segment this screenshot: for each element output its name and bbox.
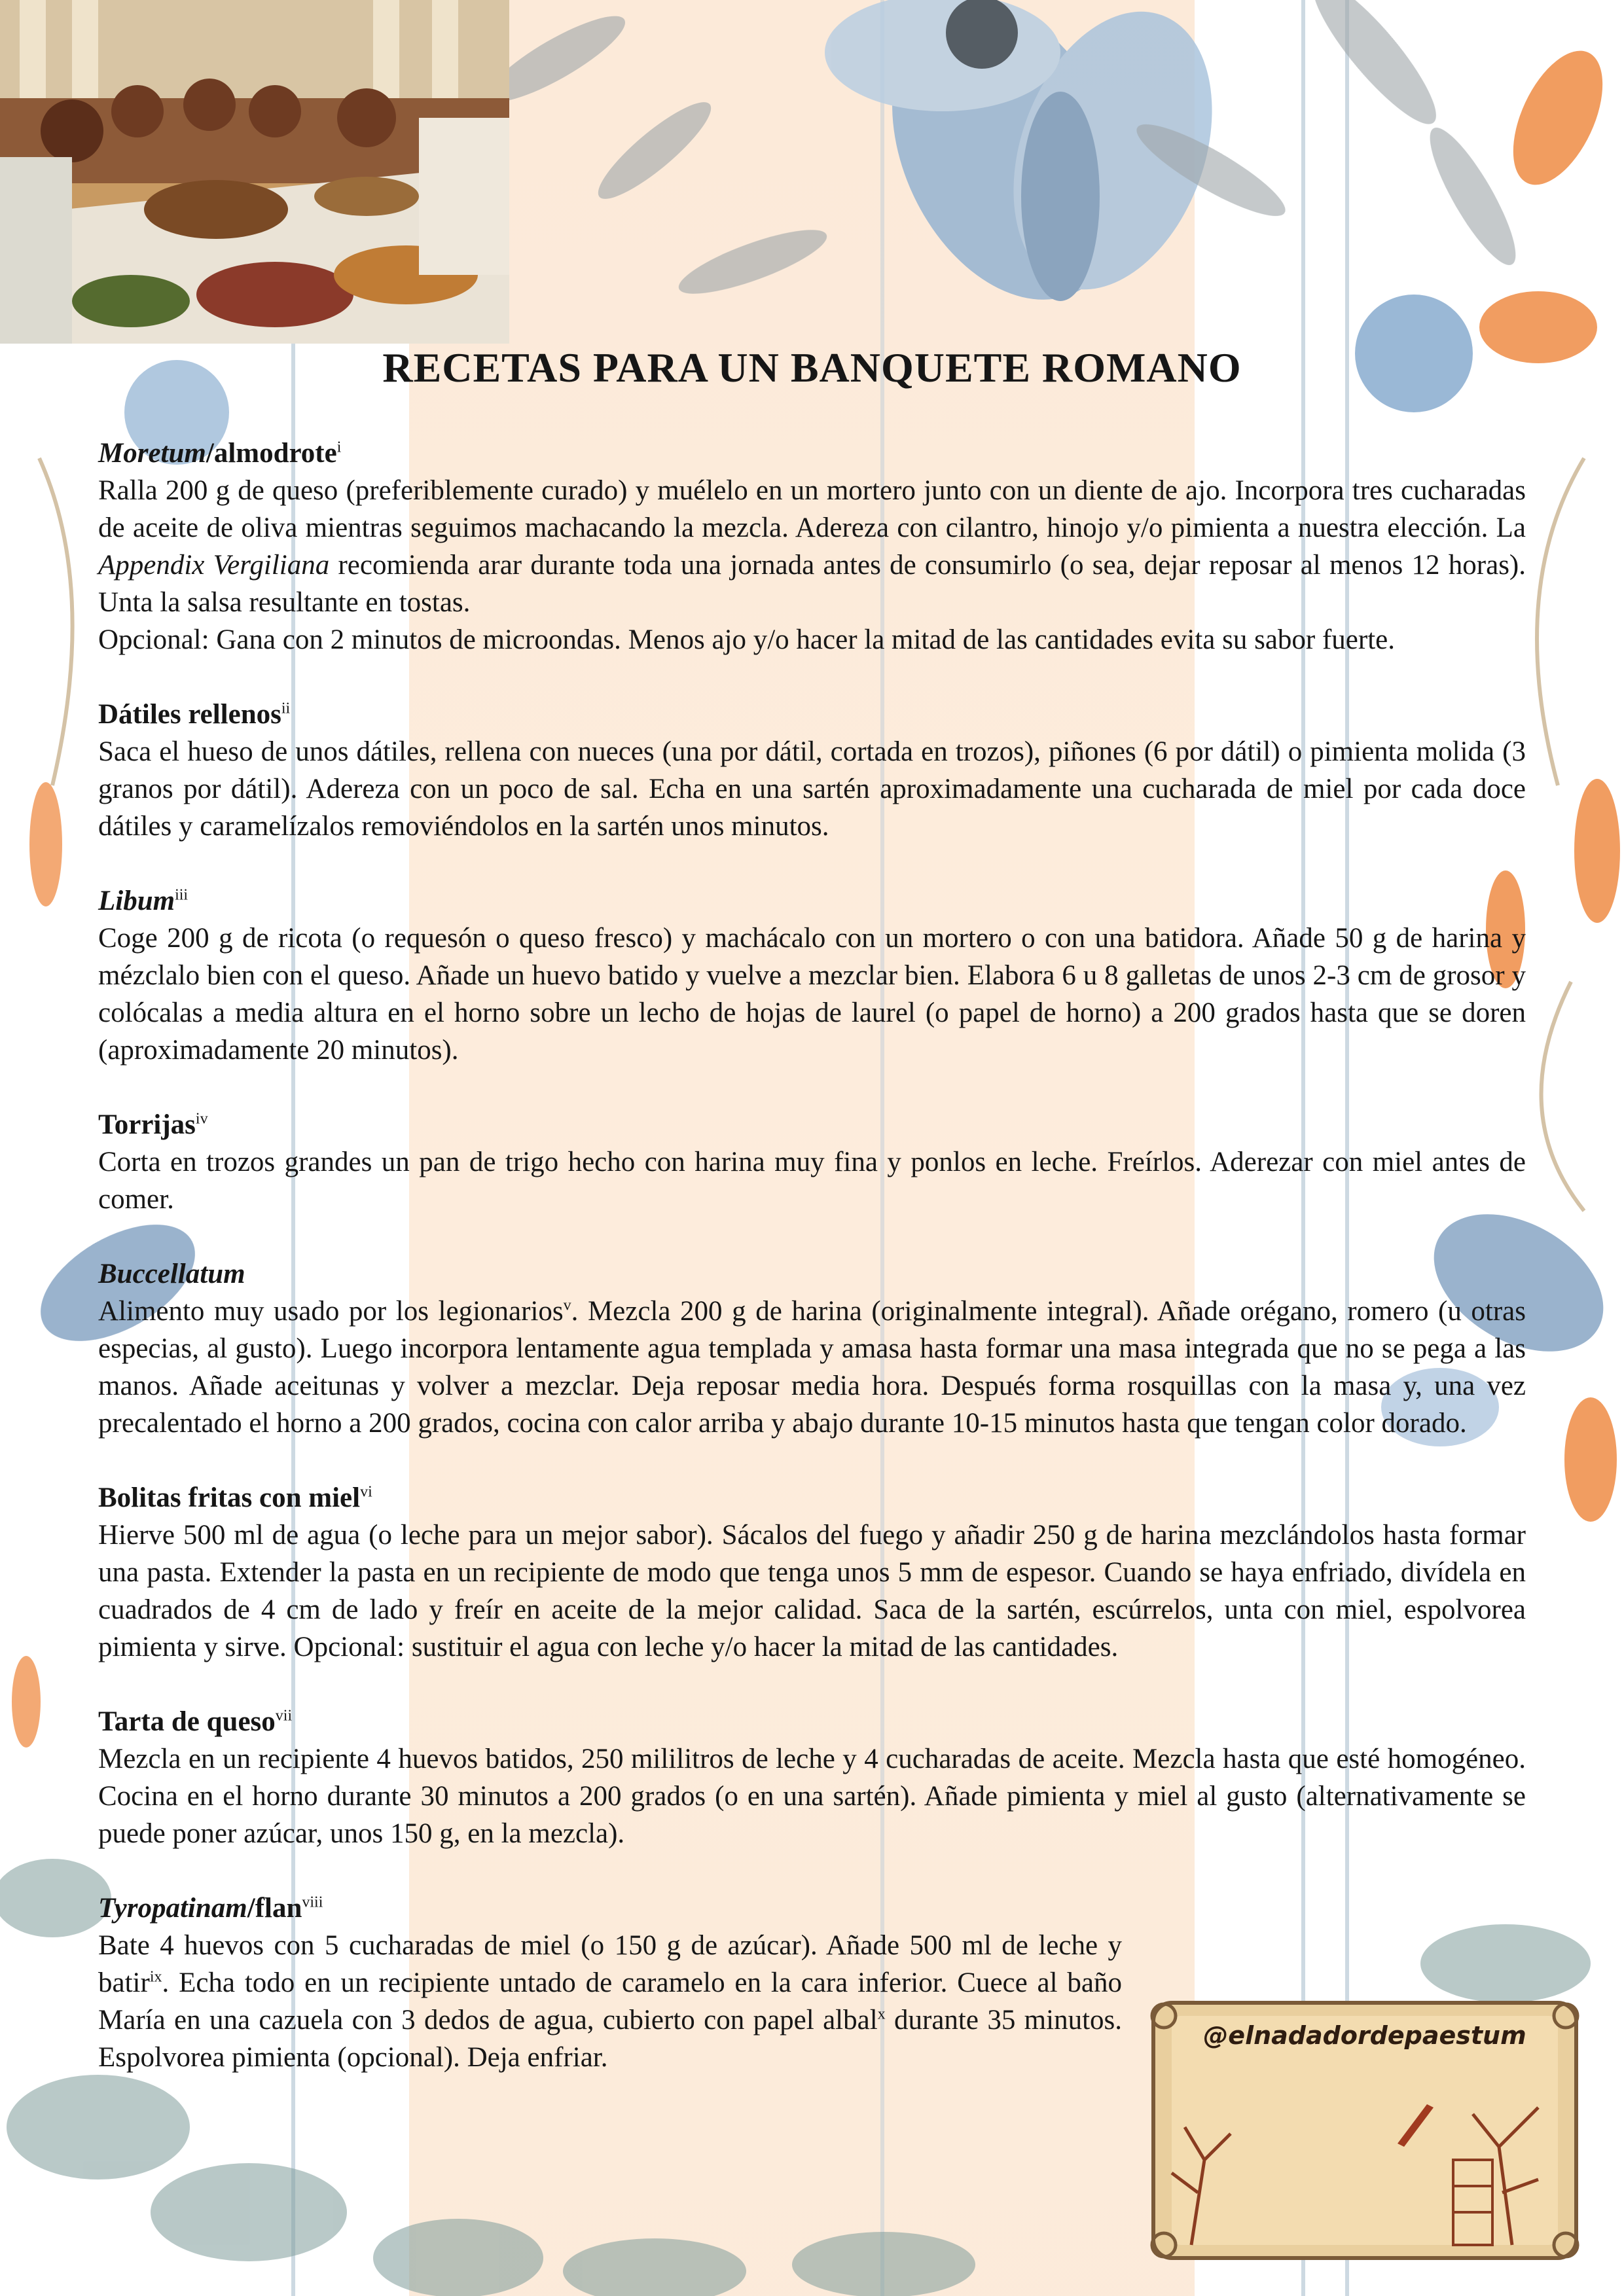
recipe-title: Tarta de queso$^{vii}$ [98,1706,293,1737]
footnote-ref: ix [149,1968,162,1986]
recipe-title: Libum$^{iii}$ [98,886,189,916]
recipe-text: Alimento muy usado por los legionarios$^v$. Mezcla 200 g de harina (originalmente integral). Añade orégano, romero (u otras especias, al gusto). Luego incorpora lentamente agua templada y amasa hasta formar una masa integrada que no se pega a las manos. Añade aceitunas y volver a mezclar. Deja reposar media hora. Después forma rosquillas con la masa y, una vez precalentado el horno a 200 grados, cocina con calor arriba y abajo durante 10-15 minutos hasta que tengan color dorado. [98,1296,1526,1439]
recipe-moretum [98,435,1526,658]
roman-banquet-illustration [0,0,509,344]
footnote-ref: x [877,2005,886,2023]
recipe-tarta-de-queso [98,1703,1526,1852]
footnote-ref: vii [275,1707,293,1725]
recipe-buccellatum [98,1255,1526,1442]
recipe-text: Coge 200 g de ricota (o requesón o queso fresco) y machácalo con un mortero o con una batidora. Añade 50 g de harina y mézclalo bien con el queso. Añade un huevo batido y vuelve a mezclar bien. Elabora 6 u 8 galletas de unos 2-3 cm de grosor y colócalas a media altura en el horno sobre un lecho de hojas de laurel (o papel de horno) a 200 grados hasta que se doren (aproximadamente 20 minutos). [98,923,1526,1066]
author-handle-card [1146,1996,1584,2265]
footnote-ref: v [563,1297,571,1314]
recipe-optional-text: Opcional: Gana con 2 minutos de microondas. Menos ajo y/o hacer la mitad de las cantidades evita su sabor fuerte. [98,624,1395,655]
author-handle: @elnadadordepaestum [1203,2021,1526,2050]
recipe-text: Saca el hueso de unos dátiles, rellena con nueces (una por dátil, cortada en trozos), piñones (6 por dátil) o pimienta molida (3 granos por dátil). Adereza con un poco de sal. Echa en una sartén aproximadamente una cucharada de miel por cada doce dátiles y caramelízalos removiéndolos en la sartén unos minutos. [98,736,1526,842]
recipe-title: Tyropatinam/flan$^{viii}$ [98,1893,323,1924]
recipe-title: Bolitas fritas con miel$^{vi}$ [98,1482,372,1513]
recipe-title: Dátiles rellenos$^{ii}$ [98,699,291,730]
recipe-text: Mezcla en un recipiente 4 huevos batidos, 250 mililitros de leche y 4 cucharadas de aceite. Mezcla hasta que esté homogéneo. Cocina en el horno durante 30 minutos a 200 grados (o en una sartén). Añade pimienta y miel al gusto (alternativamente se puede poner azúcar, unos 150 g, en la mezcla). [98,1744,1526,1849]
recipe-datiles-rellenos [98,696,1526,845]
recipe-torrijas [98,1106,1526,1218]
recipe-text: Ralla 200 g de queso (preferiblemente curado) y muélelo en un mortero junto con un diente de ajo. Incorpora tres cucharadas de aceite de oliva mientras seguimos machacando la mezcla. Adereza con cilantro, hinojo y/o pimienta a nuestra elección. La Appendix Vergiliana recomienda arar durante toda una jornada antes de consumirlo (o sea, dejar reposar al menos 12 horas). Unta la salsa resultante en tostas. [98,475,1526,618]
recipe-text: Hierve 500 ml de agua (o leche para un mejor sabor). Sácalos del fuego y añadir 250 g de harina mezclándolos hasta formar una pasta. Extender la pasta en un recipiente de modo que tenga unos 5 mm de espesor. Cuando se haya enfriado, divídela en cuadrados de 4 cm de lado y freír en aceite de la mejor calidad. Saca de la sartén, escúrrelos, unta con miel, espolvorea pimienta y sirve. Opcional: sustituir el agua con leche y/o hacer la mitad de las cantidades. [98,1520,1526,1662]
recipe-title: Torrijas$^{iv}$ [98,1109,208,1140]
footnote-ref: viii [302,1893,323,1911]
recipe-libum [98,882,1526,1069]
footnote-ref: i [336,439,342,456]
footnote-ref: vi [360,1483,372,1501]
footnote-ref: ii [281,700,291,717]
recipes-content [98,435,1526,2113]
recipe-title: Buccellatum [98,1259,245,1289]
recipe-text: Corta en trozos grandes un pan de trigo hecho con harina muy fina y ponlos en leche. Freírlos. Aderezar con miel antes de comer. [98,1147,1526,1215]
recipe-text: Bate 4 huevos con 5 cucharadas de miel (o 150 g de azúcar). Añade 500 ml de leche y batir$^{ix}$. Echa todo en un recipiente untado de caramelo en la cara inferior. Cuece al baño María en una cazuela con 3 dedos de agua, cubierto con papel albal$^x$ durante 35 minutos. Espolvorea pimienta (opcional). Deja enfriar. [98,1930,1123,2073]
recipe-bolitas-fritas [98,1479,1526,1666]
recipe-title: Moretum/almodrote$^i$ [98,438,342,469]
footnote-ref: iv [195,1110,208,1128]
footnote-ref: iii [175,886,189,904]
page-title: RECETAS PARA UN BANQUETE ROMANO [382,344,1242,391]
